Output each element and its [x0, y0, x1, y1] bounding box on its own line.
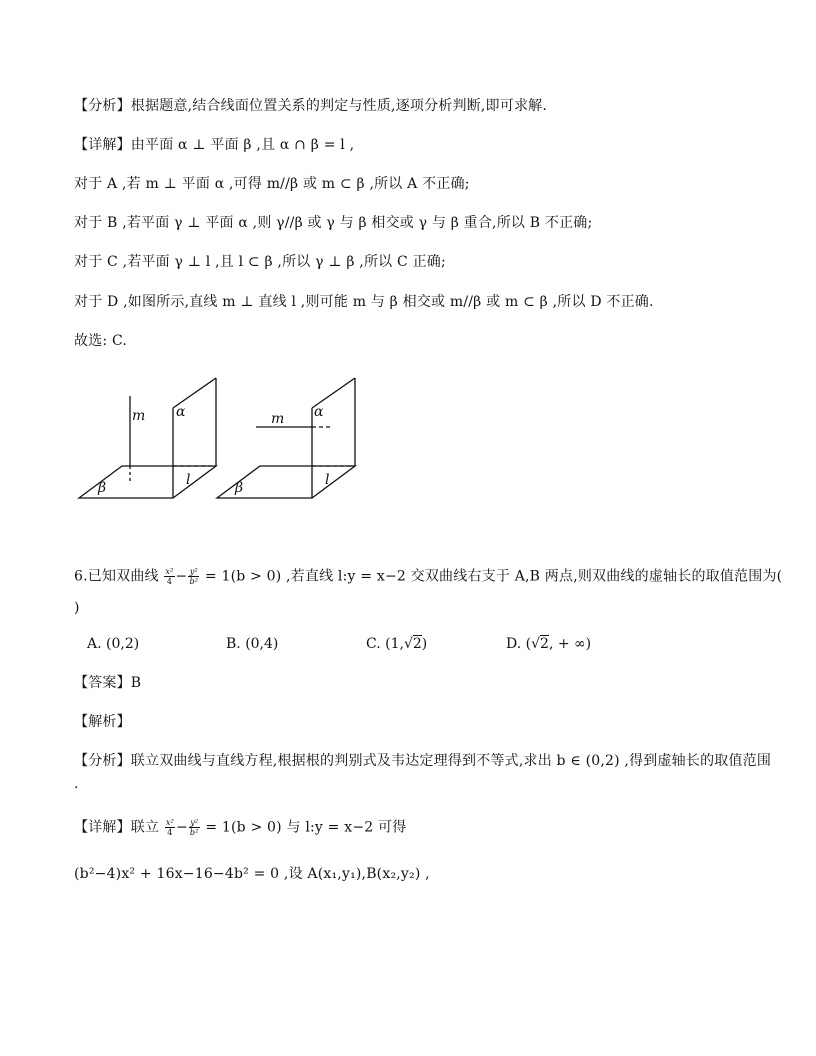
q6-frac1-num: x²	[165, 567, 174, 576]
jiexi-heading: 【解析】	[74, 714, 131, 730]
q6-fraction-x	[164, 567, 174, 586]
detail2-frac2-num: y²	[190, 818, 199, 827]
left-beta-label: β	[98, 480, 107, 496]
detail2-frac1-num: x²	[165, 818, 174, 827]
choice-c-radicand: 2	[412, 636, 422, 652]
option-b-analysis: 对于 B ,若平面 γ ⊥ 平面 α ,则 γ//β 或 γ 与 β 相交或 γ 与 β 重合,所以 B 不正确;	[74, 215, 593, 231]
q6-fraction-y	[188, 567, 199, 586]
answer: 【答案】B	[74, 675, 142, 691]
plane-figure	[74, 374, 374, 504]
q6-minus: −	[175, 568, 188, 585]
detail2-frac1-den: 4	[167, 828, 173, 837]
right-alpha-label: α	[314, 404, 324, 420]
detail2-minus: −	[175, 819, 188, 836]
q6-frac1-den: 4	[166, 577, 173, 586]
choice-d	[506, 635, 591, 653]
option-c-analysis: 对于 C ,若平面 γ ⊥ l ,且 l ⊂ β ,所以 γ ⊥ β ,所以 C 正确;	[74, 254, 446, 270]
analysis-1: 【分析】根据题意,结合线面位置关系的判定与性质,逐项分析判断,即可求解.	[74, 98, 547, 114]
right-l-label: l	[325, 472, 330, 488]
analysis-2-tail: .	[74, 776, 79, 792]
question-6-stem	[74, 567, 782, 586]
choice-b: B. (0,4)	[226, 636, 279, 652]
detail2-frac2-den: b²	[189, 828, 199, 837]
option-a-analysis: 对于 A ,若 m ⊥ 平面 α ,可得 m//β 或 m ⊂ β ,所以 A 不正确;	[74, 176, 470, 192]
detail-2	[74, 818, 406, 837]
left-m-label: m	[132, 408, 146, 424]
choice-c-pre: C. (1,	[366, 636, 404, 652]
q6-prefix: 6.已知双曲线	[74, 568, 159, 585]
analysis-2: 【分析】联立双曲线与直线方程,根据根的判别式及韦达定理得到不等式,求出 b ∈ (0,2) ,得到虚轴长的取值范围	[74, 753, 772, 769]
right-beta-label: β	[235, 480, 244, 496]
option-d-analysis: 对于 D ,如图所示,直线 m ⊥ 直线 l ,则可能 m 与 β 相交或 m//β 或 m ⊂ β ,所以 D 不正确.	[74, 294, 654, 310]
detail2-rest: = 1(b > 0) 与 l:y = x−2 可得	[205, 819, 407, 836]
equation-line: (b²−4)x² + 16x−16−4b² = 0 ,设 A(x₁,y₁),B(x₂,y₂) ,	[74, 866, 430, 882]
detail2-fraction-x	[165, 818, 175, 837]
detail2-prefix: 【详解】联立	[74, 819, 160, 836]
detail2-fraction-y	[189, 818, 200, 837]
sqrt-symbol: √	[403, 636, 413, 652]
choose-answer: 故选: C.	[74, 333, 128, 349]
left-l-label: l	[186, 472, 191, 488]
q6-frac2-den: b²	[189, 577, 199, 586]
q6-eq-rest: = 1(b > 0) ,若直线 l:y = x−2 交双曲线右支于 A,B 两点,则双曲线的虚轴长的取值范围为(	[204, 568, 783, 585]
detail-1: 【详解】由平面 α ⊥ 平面 β ,且 α ∩ β = l ,	[74, 137, 355, 153]
question-6-close: )	[74, 600, 80, 616]
right-m-label: m	[271, 411, 285, 427]
choice-d-radicand: 2	[540, 636, 549, 652]
q6-frac2-num: y²	[189, 567, 198, 576]
choice-d-pre: D. (	[506, 636, 532, 652]
choice-a: A. (0,2)	[87, 636, 140, 652]
sqrt-symbol: √	[531, 636, 541, 652]
choice-c	[366, 635, 427, 653]
left-alpha-label: α	[176, 404, 186, 420]
choice-c-post: )	[421, 636, 428, 652]
choice-d-post: , + ∞)	[548, 636, 592, 652]
